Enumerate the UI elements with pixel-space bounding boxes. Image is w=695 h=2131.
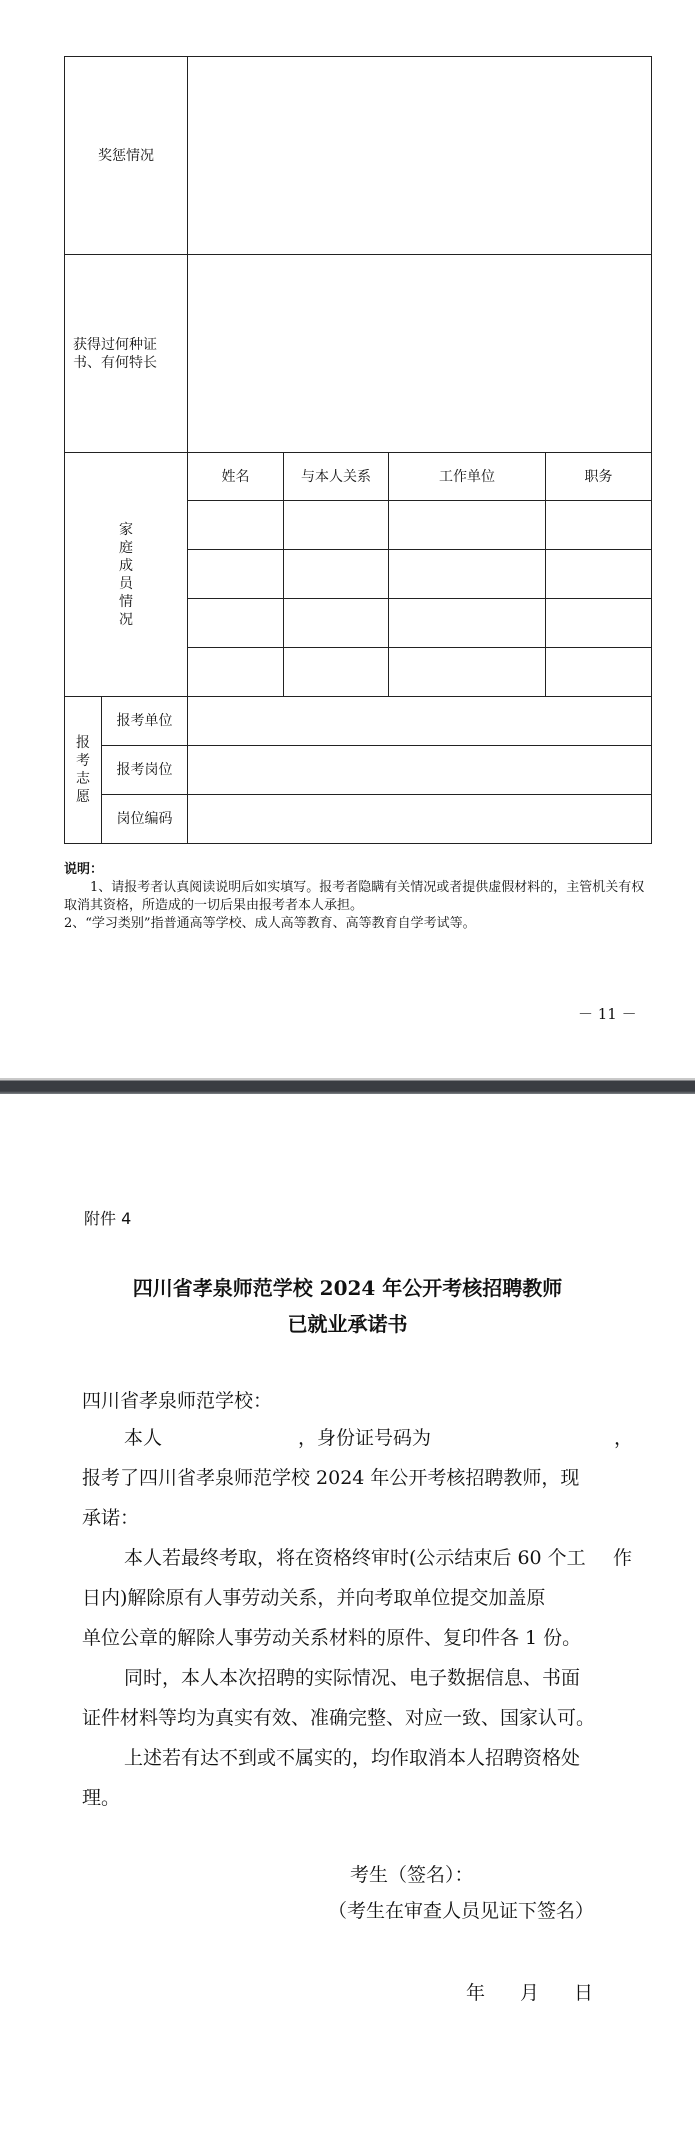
pledge-line-3: 承诺： (82, 1507, 140, 1529)
pledge-line-1c: ， (614, 1427, 634, 1449)
family-cell[interactable] (389, 501, 546, 550)
note-1: 1、请报考者认真阅读说明后如实填写。报考者隐瞒有关情况或者提供虚假材料的，主管机关有权取消其资格，所造成的一切后果由报考者本人承担。 (64, 880, 645, 913)
awards-cell[interactable] (188, 57, 652, 255)
family-cell[interactable] (546, 550, 652, 599)
apply-unit-label: 报考单位 (102, 697, 188, 746)
document-subtitle: 已就业承诺书 (287, 1312, 408, 1336)
note-2: 2、“学习类别”指普通高等学校、成人高等教育、高等教育自学考试等。 (64, 916, 476, 931)
family-cell[interactable] (284, 648, 389, 697)
family-cell[interactable] (188, 599, 284, 648)
date-year: 年 (466, 1982, 486, 2004)
family-cell[interactable] (389, 550, 546, 599)
family-cell[interactable] (389, 648, 546, 697)
family-header-relation: 与本人关系 (284, 453, 389, 501)
family-cell[interactable] (389, 599, 546, 648)
awards-label: 奖惩情况 (65, 57, 188, 255)
application-label: 报考志愿 (76, 735, 90, 805)
family-header-workplace: 工作单位 (389, 453, 546, 501)
certificates-label: 获得过何种证书、有何特长 (65, 255, 188, 453)
certificates-cell[interactable] (188, 255, 652, 453)
document-title: 四川省孝泉师范学校 2024 年公开考核招聘教师 (132, 1276, 563, 1300)
family-header-position: 职务 (546, 453, 652, 501)
pledge-line-1b: ，身份证号码为 (298, 1427, 432, 1449)
family-cell[interactable] (284, 599, 389, 648)
pledge-line-2: 报考了四川省孝泉师范学校 2024 年公开考核招聘教师，现 (82, 1467, 580, 1489)
registration-form-table (64, 56, 652, 844)
family-cell[interactable] (188, 550, 284, 599)
apply-post-cell[interactable] (188, 746, 652, 795)
pledge-line-5: 日内)解除原有人事劳动关系，并向考取单位提交加盖原 (82, 1587, 546, 1609)
attachment-label: 附件 4 (84, 1209, 132, 1228)
date-month: 月 (520, 1982, 540, 2004)
family-cell[interactable] (546, 599, 652, 648)
page-two (0, 1094, 695, 2131)
pledge-line-10: 理。 (82, 1787, 121, 1809)
pledge-line-7: 同时，本人本次招聘的实际情况、电子数据信息、书面 (124, 1667, 581, 1689)
family-cell[interactable] (284, 550, 389, 599)
pledge-line-8: 证件材料等均为真实有效、准确完整、对应一致、国家认可。 (82, 1707, 596, 1729)
family-header-name: 姓名 (188, 453, 284, 501)
family-cell[interactable] (546, 501, 652, 550)
signature-note: （考生在审查人员见证下签名） (328, 1900, 595, 1922)
pledge-line-1a: 本人 (124, 1427, 163, 1449)
family-label: 家庭成员情况 (119, 521, 133, 628)
post-code-cell[interactable] (188, 795, 652, 844)
family-cell[interactable] (188, 501, 284, 550)
family-cell[interactable] (284, 501, 389, 550)
pledge-line-4b: 作 (613, 1547, 633, 1569)
salutation: 四川省孝泉师范学校： (82, 1390, 273, 1412)
family-cell[interactable] (546, 648, 652, 697)
signature-label: 考生（签名）： (350, 1864, 474, 1886)
pledge-line-9: 上述若有达不到或不属实的，均作取消本人招聘资格处 (124, 1747, 581, 1769)
apply-post-label: 报考岗位 (102, 746, 188, 795)
apply-unit-cell[interactable] (188, 697, 652, 746)
page-separator (0, 1078, 695, 1094)
family-cell[interactable] (188, 648, 284, 697)
application-label-cell (65, 697, 102, 844)
pledge-line-6: 单位公章的解除人事劳动关系材料的原件、复印件各 1 份。 (82, 1627, 582, 1649)
date-day: 日 (574, 1982, 594, 2004)
family-label-cell (65, 453, 188, 697)
notes-title: 说明： (64, 862, 104, 877)
post-code-label: 岗位编码 (102, 795, 188, 844)
notes (64, 861, 654, 933)
page-number: － 11 － (578, 1005, 637, 1023)
pledge-line-4: 本人若最终考取，将在资格终审时(公示结束后 60 个工 (124, 1547, 586, 1569)
